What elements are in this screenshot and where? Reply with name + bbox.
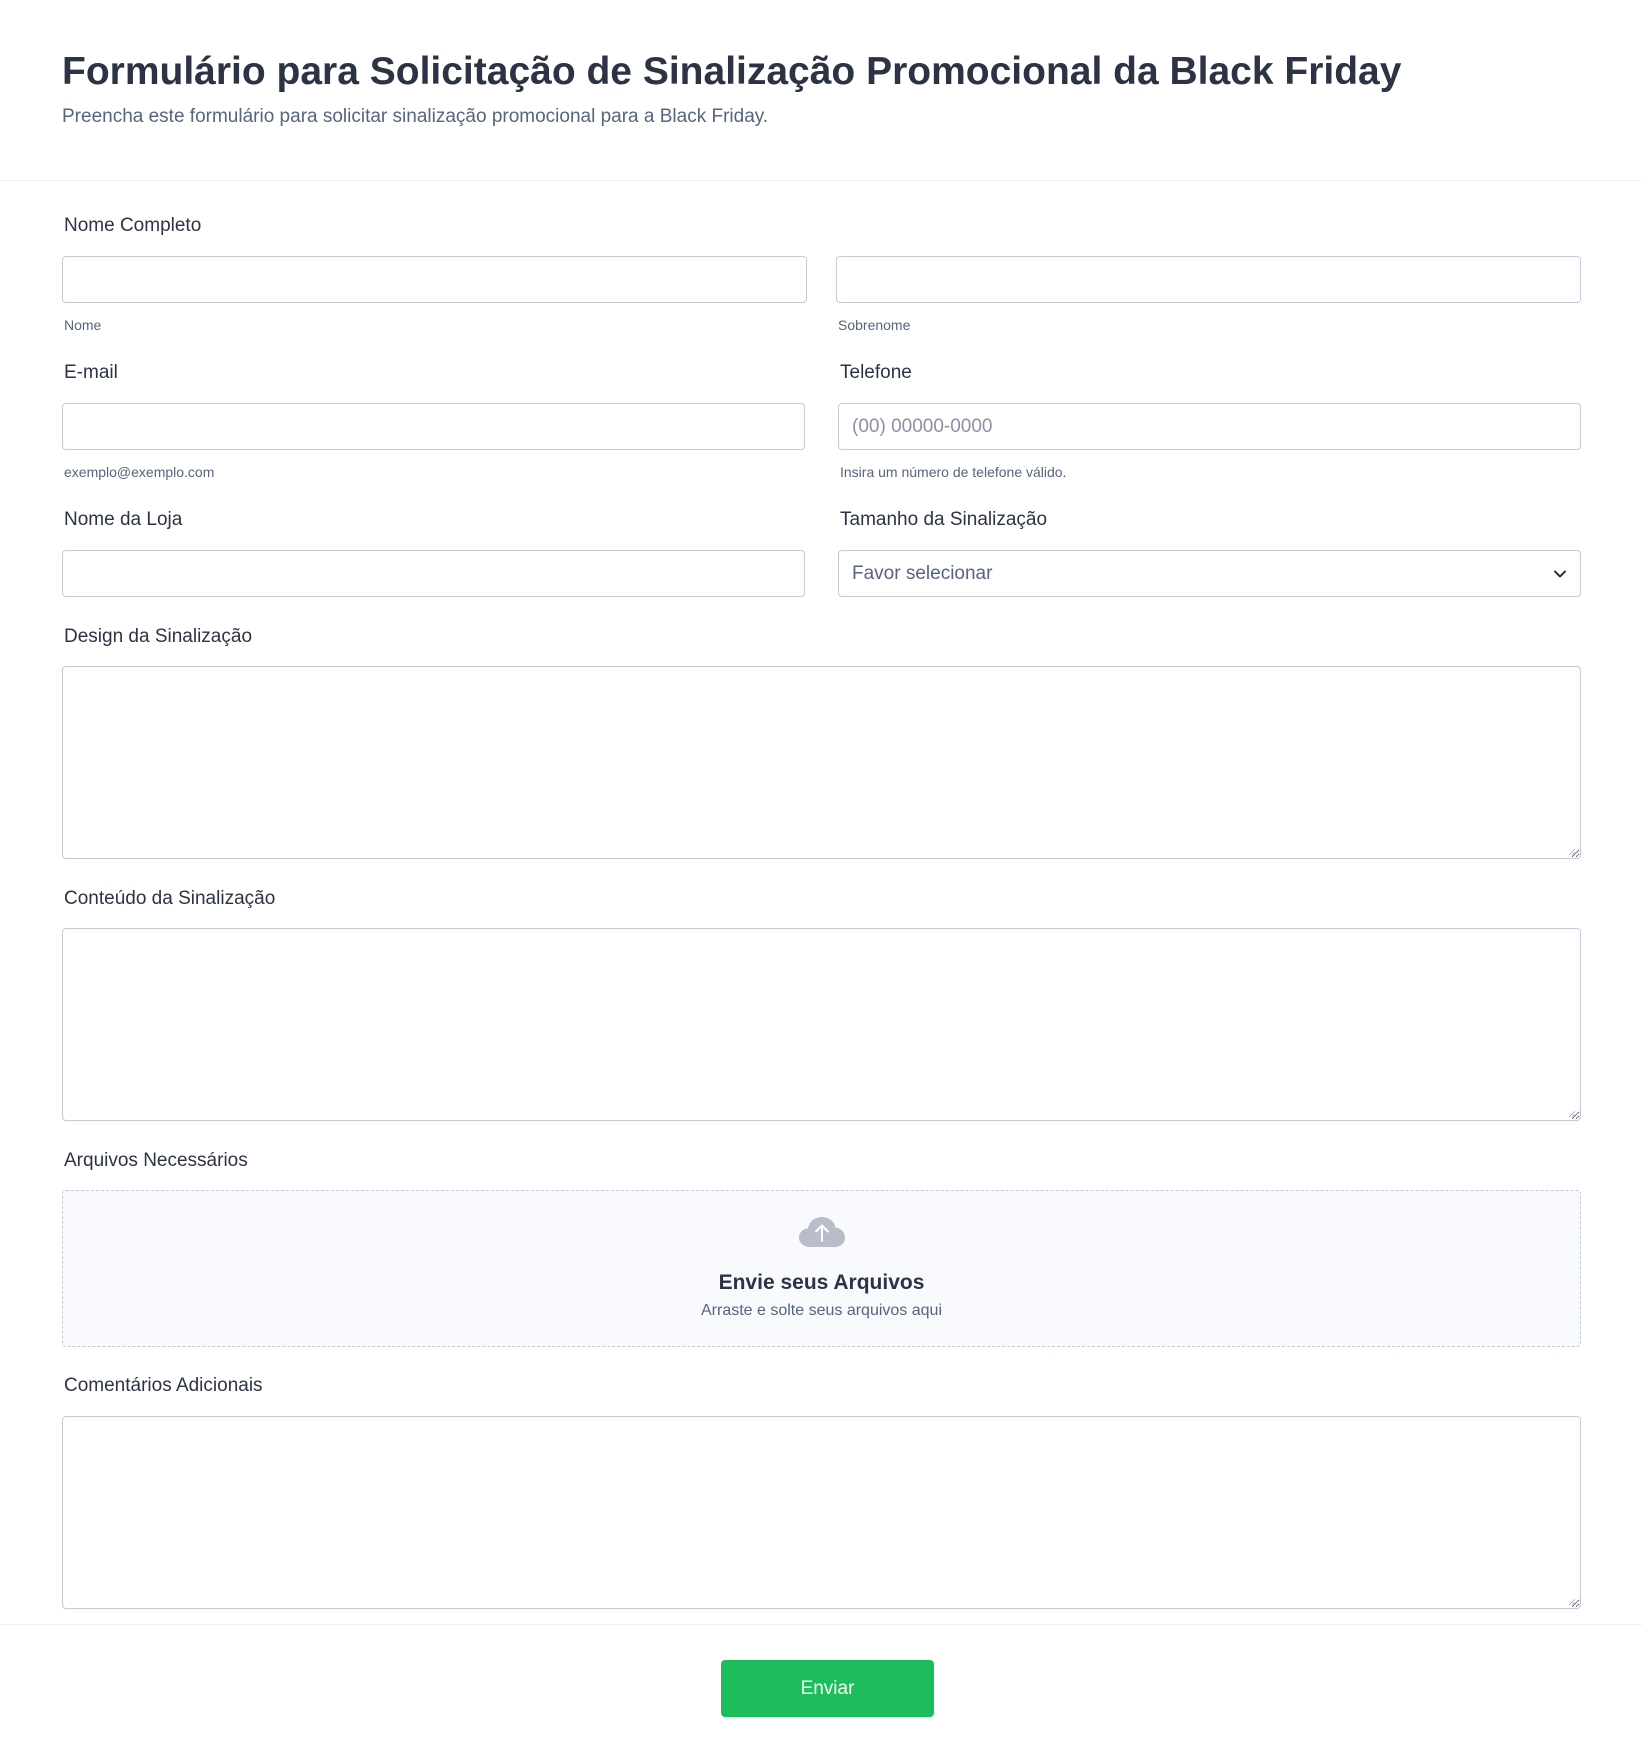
phone-input[interactable] [838, 403, 1581, 450]
sign-design-label: Design da Sinalização [64, 626, 253, 647]
full-name-label: Nome Completo [64, 215, 202, 236]
sign-content-label: Conteúdo da Sinalização [64, 888, 276, 909]
page-subtitle: Preencha este formulário para solicitar sinalização promocional para a Black Friday. [62, 106, 769, 127]
page-title: Formulário para Solicitação de Sinalização Promocional da Black Friday [62, 50, 1402, 93]
sign-content-textarea[interactable] [62, 928, 1581, 1121]
upload-subtitle: Arraste e solte seus arquivos aqui [700, 1302, 942, 1319]
chevron-down-icon [1552, 566, 1568, 582]
phone-sublabel: Insira um número de telefone válido. [840, 464, 1067, 480]
email-input[interactable] [62, 403, 805, 450]
cloud-upload-icon [798, 1215, 846, 1249]
sign-size-label: Tamanho da Sinalização [840, 509, 1048, 530]
phone-label: Telefone [840, 362, 912, 383]
comments-textarea[interactable] [62, 1416, 1581, 1609]
store-name-label: Nome da Loja [64, 509, 183, 530]
resize-grip-icon[interactable] [1566, 1596, 1576, 1606]
file-upload-dropzone[interactable] [62, 1190, 1581, 1347]
sign-design-textarea[interactable] [62, 666, 1581, 859]
form-footer [0, 1624, 1642, 1764]
first-name-sublabel: Nome [64, 317, 102, 333]
form-header [0, 0, 1642, 181]
upload-title: Envie seus Arquivos [718, 1271, 925, 1294]
last-name-sublabel: Sobrenome [838, 317, 911, 333]
email-sublabel: exemplo@exemplo.com [64, 464, 215, 480]
last-name-input[interactable] [836, 256, 1581, 303]
email-label: E-mail [64, 362, 118, 383]
store-name-input[interactable] [62, 550, 805, 597]
comments-label: Comentários Adicionais [64, 1375, 263, 1396]
resize-grip-icon[interactable] [1566, 1108, 1576, 1118]
sign-size-select[interactable] [838, 550, 1581, 597]
sign-size-selected-value: Favor selecionar [852, 562, 993, 584]
files-label: Arquivos Necessários [64, 1150, 248, 1171]
resize-grip-icon[interactable] [1566, 846, 1576, 856]
first-name-input[interactable] [62, 256, 807, 303]
submit-button[interactable]: Enviar [721, 1660, 934, 1717]
